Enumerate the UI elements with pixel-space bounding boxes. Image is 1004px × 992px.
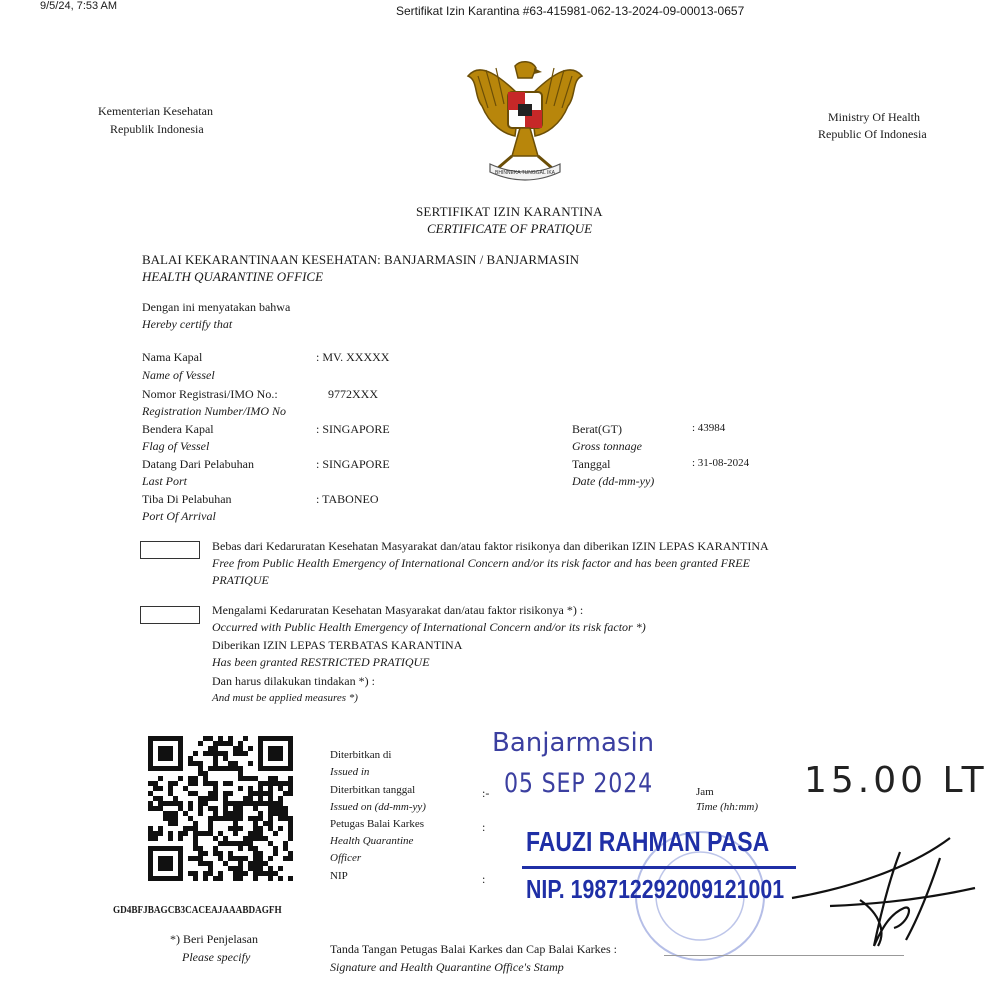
garuda-emblem-icon <box>460 56 590 188</box>
certify-text-id: Dengan ini menyatakan bahwa <box>142 300 291 314</box>
footnote-label: *) Beri Penjelasan <box>170 932 258 946</box>
restricted-line-6: And must be applied measures *) <box>212 692 358 704</box>
free-pratique-text-id: Bebas dari Kedaruratan Kesehatan Masyarakat dan/atau faktor risikonya dan diberikan IZIN LEPAS KARANTINA <box>212 539 769 553</box>
restricted-line-2: Occurred with Public Health Emergency of International Concern and/or its risk factor *) <box>212 620 646 634</box>
officer-name-stamp: FAUZI RAHMAN PASA <box>526 826 770 857</box>
stamp-divider <box>522 866 796 869</box>
issued-date-label: Diterbitkan tanggal <box>330 784 416 796</box>
vessel-name-label-en: Name of Vessel <box>142 368 215 382</box>
footnote-label-en: Please specify <box>182 950 251 964</box>
vessel-name-value: : MV. XXXXX <box>316 350 390 364</box>
arrival-port-label-en: Port Of Arrival <box>142 509 216 523</box>
issued-place-label-en: Issued in <box>330 766 370 778</box>
date-label: Tanggal <box>572 457 611 471</box>
certify-text-en: Hereby certify that <box>142 317 233 331</box>
emblem-motto: BHINNEKA TUNGGAL IKA <box>494 170 556 176</box>
officer-label-en-cont: Officer <box>330 852 362 864</box>
vessel-name-label: Nama Kapal <box>142 350 203 364</box>
qr-code-text: GD4BFJBAGCB3CACEAJAAABDAGFH <box>113 905 282 916</box>
print-datetime: 9/5/24, 7:53 AM <box>40 0 118 12</box>
vessel-reg-label: Nomor Registrasi/IMO No.: <box>142 387 278 401</box>
date-label-en: Date (dd-mm-yy) <box>572 474 655 488</box>
gt-label: Berat(GT) <box>572 422 622 436</box>
officer-colon: : <box>482 820 486 834</box>
date-value: : 31-08-2024 <box>692 457 750 469</box>
issued-place-label: Diterbitkan di <box>330 749 392 761</box>
ministry-name-id: Kementerian Kesehatan <box>98 104 213 118</box>
last-port-label: Datang Dari Pelabuhan <box>142 457 254 471</box>
signature-label: Tanda Tangan Petugas Balai Karkes dan Cap Balai Karkes : <box>330 942 618 956</box>
issued-place-handwritten: Banjarmasin <box>492 728 655 758</box>
officer-nip-stamp: NIP. 198712292009121001 <box>526 874 785 904</box>
ministry-country-id: Republik Indonesia <box>110 122 204 136</box>
vessel-flag-label: Bendera Kapal <box>142 422 214 436</box>
officer-label-en: Health Quarantine <box>330 835 414 847</box>
office-label-id: BALAI KEKARANTINAAN KESEHATAN: BANJARMASIN / BANJARMASIN <box>142 252 579 267</box>
time-label-en: Time (hh:mm) <box>696 801 759 813</box>
print-doc-title: Sertifikat Izin Karantina #63-415981-062-13-2024-09-00013-0657 <box>396 4 745 18</box>
issued-date-label-en: Issued on (dd-mm-yy) <box>330 801 426 813</box>
last-port-value: : SINGAPORE <box>316 457 390 471</box>
ministry-country-en: Republic Of Indonesia <box>818 127 927 141</box>
free-pratique-text-en-cont: PRATIQUE <box>212 573 269 587</box>
time-label: Jam <box>696 786 714 798</box>
gt-label-en: Gross tonnage <box>572 439 642 453</box>
restricted-line-3: Diberikan IZIN LEPAS TERBATAS KARANTINA <box>212 638 463 652</box>
certificate-title-en: CERTIFICATE OF PRATIQUE <box>427 221 593 236</box>
vessel-flag-value: : SINGAPORE <box>316 422 390 436</box>
free-pratique-checkbox[interactable] <box>140 541 200 559</box>
qr-code-icon <box>148 736 294 902</box>
vessel-reg-label-en: Registration Number/IMO No <box>142 404 286 418</box>
time-handwritten: 15.00 LT <box>804 760 988 801</box>
vessel-reg-value: 9772XXX <box>328 387 378 401</box>
arrival-port-value: : TABONEO <box>316 492 379 506</box>
last-port-label-en: Last Port <box>142 474 188 488</box>
issued-date-prefix: :- <box>482 786 490 800</box>
officer-label: Petugas Balai Karkes <box>330 818 425 830</box>
nip-colon: : <box>482 872 486 886</box>
gt-value: : 43984 <box>692 422 726 434</box>
vessel-flag-label-en: Flag of Vessel <box>142 439 210 453</box>
restricted-line-1: Mengalami Kedaruratan Kesehatan Masyarakat dan/atau faktor risikonya *) : <box>212 603 584 617</box>
office-label-en: HEALTH QUARANTINE OFFICE <box>142 269 324 284</box>
nip-label: NIP <box>330 870 348 882</box>
restricted-pratique-checkbox[interactable] <box>140 606 200 624</box>
restricted-line-5: Dan harus dilakukan tindakan *) : <box>212 674 375 688</box>
issued-date-handwritten: 05 SEP 2024 <box>504 768 654 799</box>
restricted-line-4: Has been granted RESTRICTED PRATIQUE <box>212 655 430 669</box>
signature-label-en: Signature and Health Quarantine Office's Stamp <box>330 960 564 974</box>
free-pratique-text-en: Free from Public Health Emergency of International Concern and/or its risk factor and has been granted FREE <box>212 556 750 570</box>
certificate-title-id: SERTIFIKAT IZIN KARANTINA <box>416 204 603 219</box>
signature-line <box>664 955 904 956</box>
arrival-port-label: Tiba Di Pelabuhan <box>142 492 232 506</box>
officer-signature-icon <box>790 828 980 958</box>
ministry-name-en: Ministry Of Health <box>828 110 920 124</box>
